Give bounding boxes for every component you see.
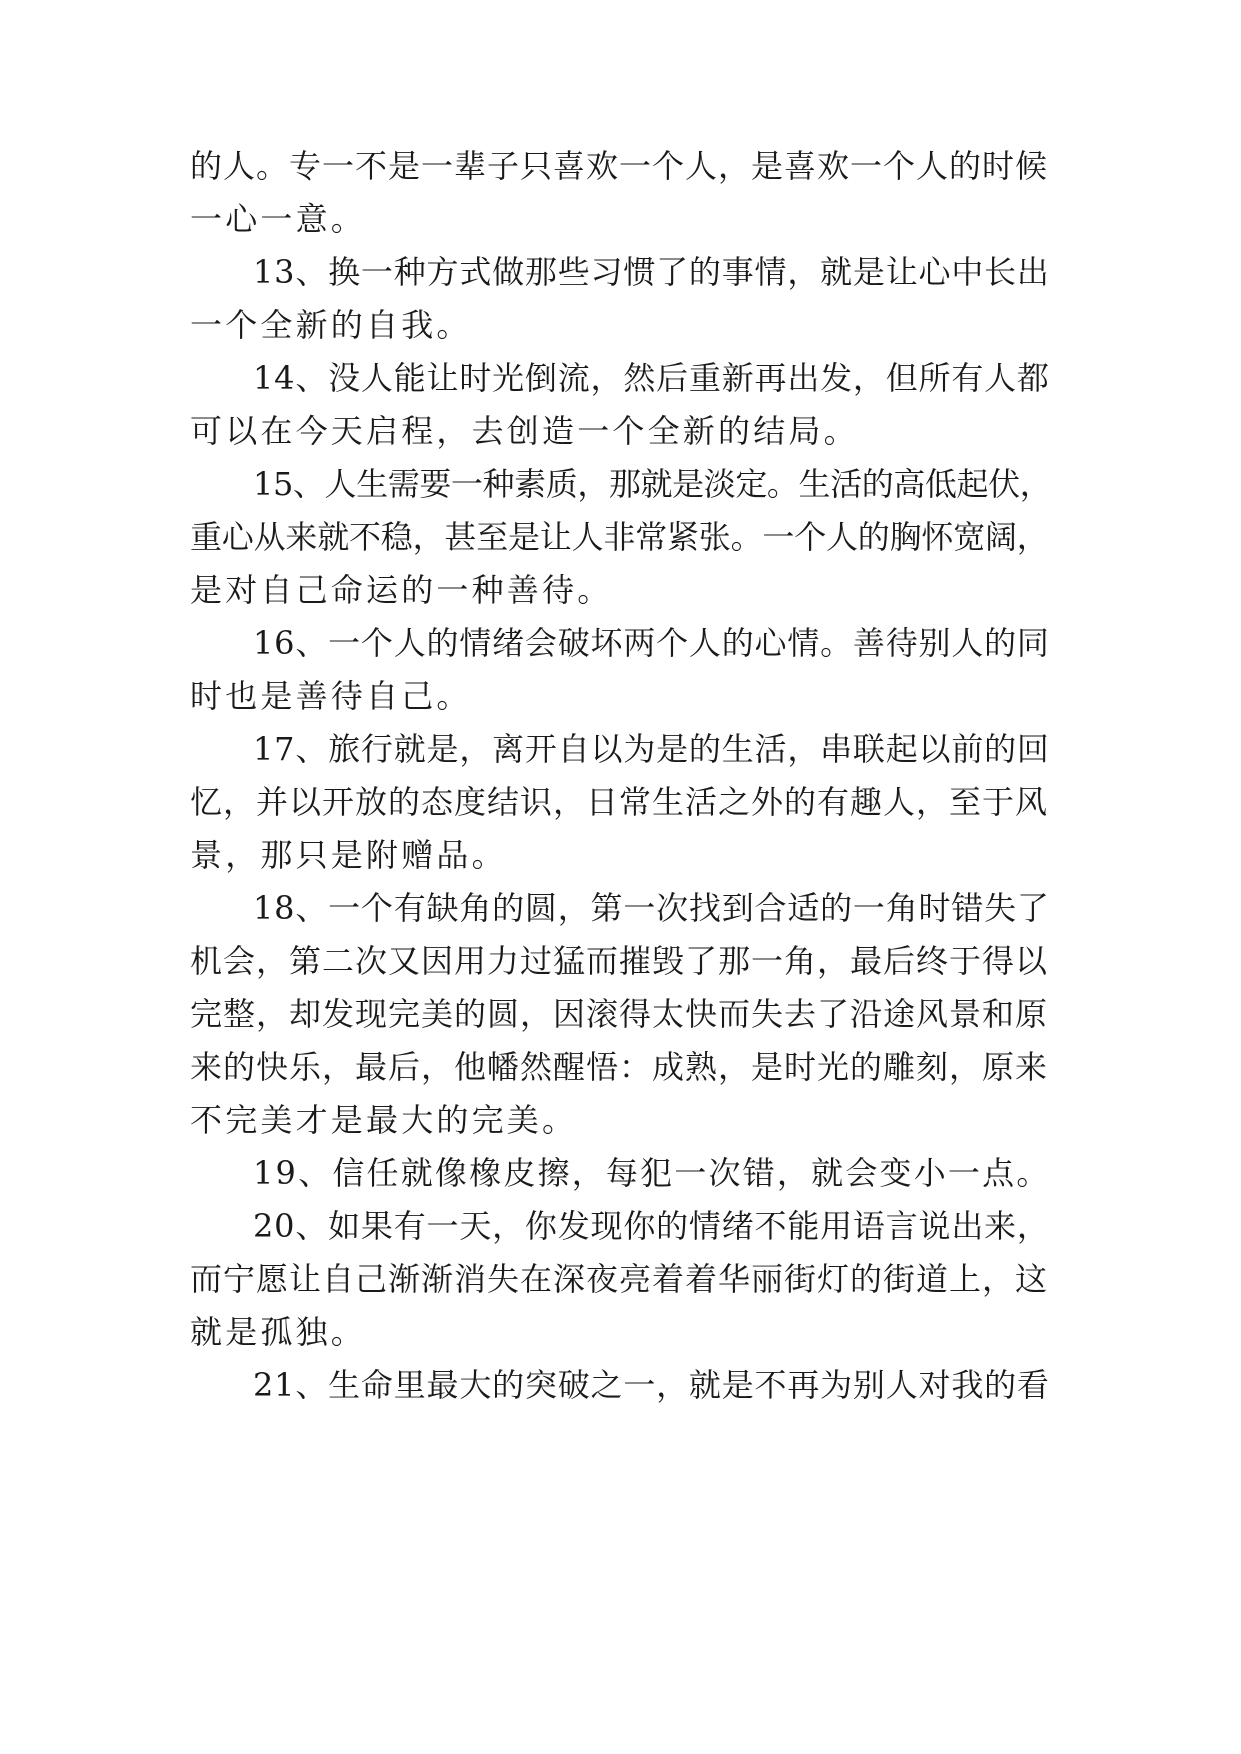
text-line: 重心从来就不稳，甚至是让人非常紧张。一个人的胸怀宽阔， (190, 518, 1049, 556)
text-line: 13、换一种方式做那些习惯了的事情，就是让心中长出 (253, 253, 1050, 291)
text-line: 机会，第二次又因用力过猛而摧毁了那一角，最后终于得以 (190, 942, 1049, 980)
text-line: 忆，并以开放的态度结识，日常生活之外的有趣人，至于风 (190, 783, 1049, 821)
text-line: 时也是善待自己。 (190, 677, 472, 715)
text-line: 而宁愿让自己渐渐消失在深夜亮着着华丽街灯的街道上，这 (190, 1260, 1049, 1298)
text-line: 一个全新的自我。 (190, 306, 472, 344)
text-line: 就是孤独。 (190, 1313, 367, 1351)
text-line: 的人。专一不是一辈子只喜欢一个人，是喜欢一个人的时候 (190, 147, 1049, 185)
text-line: 19、信任就像橡皮擦，每犯一次错，就会变小一点。 (253, 1154, 1051, 1192)
text-line: 21、生命里最大的突破之一，就是不再为别人对我的看 (253, 1366, 1050, 1404)
text-line: 15、人生需要一种素质，那就是淡定。生活的高低起伏， (253, 465, 1052, 503)
text-line: 来的快乐，最后，他幡然醒悟：成熟，是时光的雕刻，原来 (190, 1048, 1049, 1086)
text-line: 是对自己命运的一种善待。 (190, 571, 613, 609)
text-line: 20、如果有一天，你发现你的情绪不能用语言说出来， (253, 1207, 1050, 1245)
text-line: 18、一个有缺角的圆，第一次找到合适的一角时错失了 (253, 889, 1050, 927)
text-line: 完整，却发现完美的圆，因滚得太快而失去了沿途风景和原 (190, 995, 1049, 1033)
text-line: 一心一意。 (190, 200, 367, 238)
text-line: 14、没人能让时光倒流，然后重新再出发，但所有人都 (253, 359, 1050, 397)
text-line: 景，那只是附赠品。 (190, 836, 507, 874)
text-line: 17、旅行就是，离开自以为是的生活，串联起以前的回 (253, 730, 1050, 768)
text-line: 16、一个人的情绪会破坏两个人的心情。善待别人的同 (253, 624, 1050, 662)
text-line: 不完美才是最大的完美。 (190, 1101, 578, 1139)
text-line: 可以在今天启程，去创造一个全新的结局。 (190, 412, 859, 450)
